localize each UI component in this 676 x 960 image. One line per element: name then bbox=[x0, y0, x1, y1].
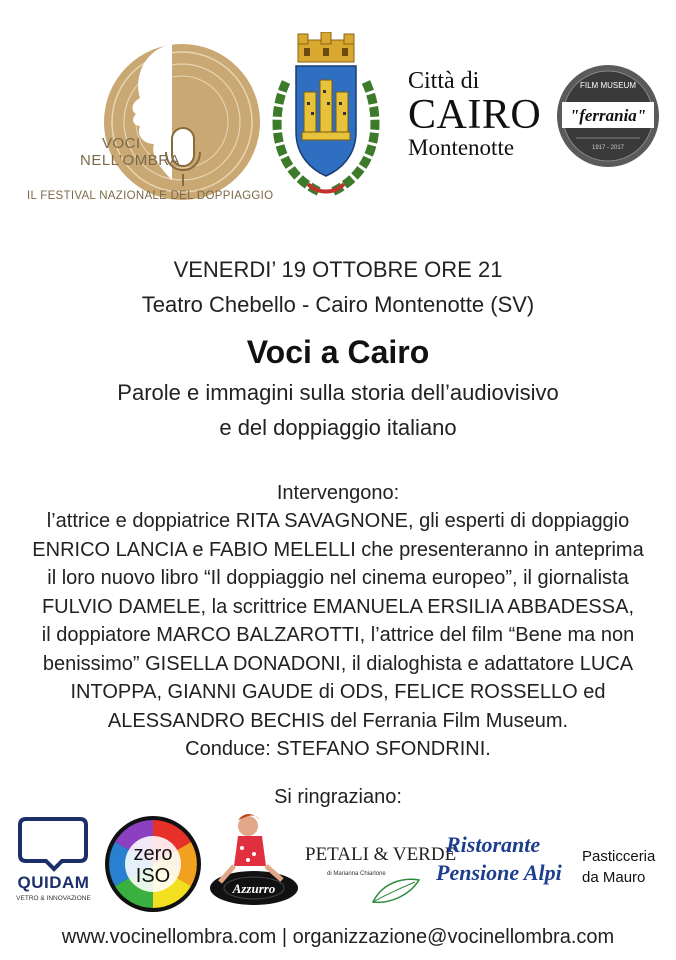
sponsor-quidam bbox=[6, 815, 101, 915]
voci-logo-line1: VOCI bbox=[102, 135, 141, 152]
quidam-name: QUIDAM bbox=[17, 873, 90, 892]
sponsor-zero-iso bbox=[103, 814, 203, 914]
event-date: VENERDI’ 19 OTTOBRE ORE 21 bbox=[173, 257, 503, 282]
speakers-line: ALESSANDRO BECHIS del Ferrania Film Museum. bbox=[107, 709, 569, 732]
pinup-vinyl-logo-icon bbox=[208, 808, 300, 908]
pasticceria-line2: da Mauro bbox=[582, 869, 646, 886]
sponsor-petali-verde bbox=[305, 842, 457, 907]
speakers-line: il doppiatore MARCO BALZAROTTI, l’attrice del film “Bene ma non bbox=[41, 624, 635, 646]
cairo-coat-of-arms bbox=[262, 32, 390, 202]
zero-iso-wheel-icon bbox=[103, 814, 203, 914]
speakers-line: benissimo” GISELLA DONADONI, il dialoghista e adattatore LUCA bbox=[42, 652, 634, 675]
ferrania-top-text: FILM MUSEUM bbox=[580, 81, 636, 90]
event-subtitle-line2: e del doppiaggio italiano bbox=[219, 415, 457, 440]
zero-line2: ISO bbox=[135, 865, 171, 887]
event-venue: Teatro Chebello - Cairo Montenotte (SV) bbox=[141, 292, 535, 317]
speakers-line: l’attrice e doppiatrice RITA SAVAGNONE, gli esperti di doppiaggio bbox=[46, 510, 630, 532]
ferrania-film-museum-logo bbox=[556, 64, 660, 168]
event-subtitle-line1: Parole e immagini sulla storia dell’audiovisivo bbox=[117, 380, 559, 405]
alpi-line1: Ristorante bbox=[446, 832, 541, 857]
footer-contacts: www.vocinellombra.com | organizzazione@vocinellombra.com bbox=[61, 926, 615, 948]
sponsor-ristorante-pensione-alpi bbox=[436, 832, 580, 902]
thanks-label: Si ringraziano: bbox=[274, 786, 402, 808]
speakers-line: ENRICO LANCIA e FABIO MELELLI che presenteranno in anteprima bbox=[32, 538, 644, 561]
citta-di-cairo-logo bbox=[408, 68, 540, 160]
zero-line1: zero bbox=[133, 843, 173, 865]
petali-tagline: di Marianna Chiarlone bbox=[327, 871, 386, 877]
azzurro-name: Azzurro bbox=[232, 881, 276, 896]
city-line2: CAIRO bbox=[408, 92, 542, 138]
ferrania-badge-icon bbox=[556, 64, 660, 168]
voci-film-reel-icon bbox=[22, 40, 262, 215]
sponsor-pasticceria bbox=[582, 846, 672, 888]
speakers-text bbox=[20, 507, 656, 764]
speakers-line: Conduce: STEFANO SFONDRINI. bbox=[185, 738, 491, 760]
ferrania-years-text: 1917 - 2017 bbox=[591, 145, 625, 151]
quidam-speech-bubble-icon bbox=[6, 815, 101, 873]
speakers-line: il loro nuovo libro “Il doppiaggio nel cinema europeo”, il giornalista bbox=[47, 567, 629, 589]
city-line3: Montenotte bbox=[408, 135, 515, 160]
alpi-line2: Pensione Alpi bbox=[436, 860, 562, 885]
coat-of-arms-icon bbox=[262, 32, 390, 202]
leaf-icon bbox=[365, 876, 425, 906]
city-line1: Città di bbox=[408, 68, 480, 94]
voci-logo-line2: NELL’OMBRA bbox=[80, 152, 181, 169]
ferrania-name-text: "ferrania" bbox=[569, 106, 647, 125]
speakers-line: INTOPPA, GIANNI GAUDE di ODS, FELICE ROSSELLO ed bbox=[70, 681, 606, 703]
event-title: Voci a Cairo bbox=[246, 334, 430, 370]
voci-nellombra-logo bbox=[22, 40, 274, 215]
quidam-tagline: VETRO & INNOVAZIONE bbox=[16, 895, 91, 902]
voci-logo-tagline: IL FESTIVAL NAZIONALE DEL DOPPIAGGIO bbox=[27, 190, 274, 202]
pasticceria-line1: Pasticceria bbox=[582, 848, 656, 865]
speakers-line: FULVIO DAMELE, la scrittrice EMANUELA ERSILIA ABBADESSA, bbox=[41, 595, 635, 618]
speakers-label: Intervengono: bbox=[276, 482, 400, 504]
sponsor-azzurro bbox=[208, 808, 300, 908]
petali-name: PETALI & VERDE bbox=[305, 844, 457, 865]
